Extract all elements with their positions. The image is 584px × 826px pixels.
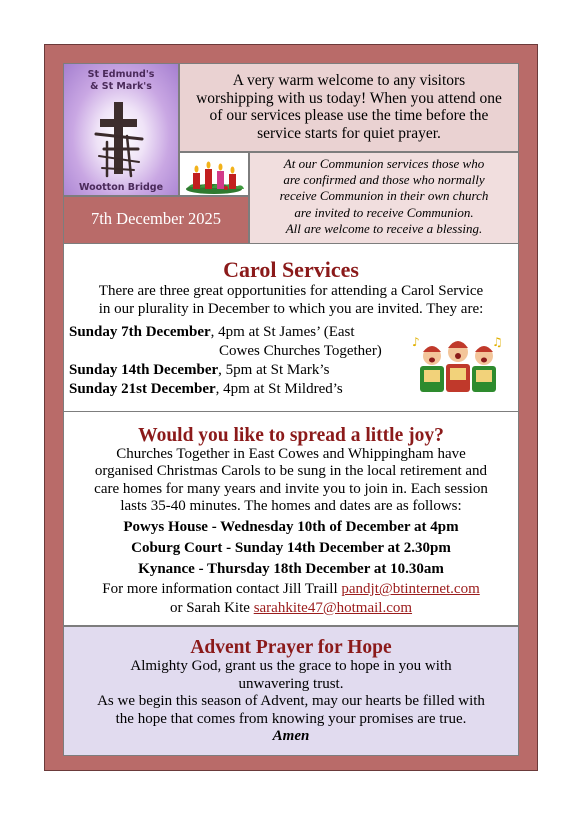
- logo-footer: Wootton Bridge: [78, 182, 164, 193]
- communion-line3: receive Communion in their own church: [279, 188, 489, 204]
- carol-singers-icon: [410, 332, 506, 394]
- carol-item: Sunday 21st December, 4pm at St Mildred’s: [69, 381, 343, 397]
- advent-prayer-section: [63, 626, 519, 756]
- spread-joy-section: [63, 412, 519, 626]
- communion-line5: All are welcome to receive a blessing.: [285, 220, 483, 236]
- welcome-box: [179, 63, 519, 152]
- joy-para-line1: Churches Together in East Cowes and Whippingham have: [116, 446, 466, 462]
- email-link-jill[interactable]: pandjt@btinternet.com: [341, 581, 480, 598]
- email-link-sarah[interactable]: sarahkite47@hotmail.com: [253, 599, 413, 616]
- carol-item-continued: Cowes Churches Together): [219, 343, 382, 359]
- prayer-line3: As we begin this season of Advent, may our hearts be filled with: [97, 693, 485, 709]
- candles-box: [179, 152, 249, 196]
- joy-para-line2: organised Christmas Carols to be sung in the local retirement and: [94, 463, 488, 480]
- svg-text:♫: ♫: [492, 335, 503, 349]
- care-home-visit: Powys House - Wednesday 10th of December at 4pm: [123, 519, 459, 536]
- logo-title-line2: & St Mark's: [90, 81, 152, 92]
- service-date: 7th December 2025: [90, 209, 222, 228]
- spread-joy-title: Would you like to spread a little joy?: [138, 425, 444, 446]
- svg-text:♪: ♪: [412, 335, 420, 349]
- prayer-line4: the hope that comes from knowing your promises are true.: [115, 710, 467, 727]
- communion-line4: are invited to receive Communion.: [294, 204, 474, 220]
- joy-para-line4: lasts 35-40 minutes. The homes and dates are as follows:: [120, 497, 462, 514]
- logo-title-line1: St Edmund's: [87, 69, 155, 80]
- carol-item: Sunday 7th December, 4pm at St James’ (East: [69, 324, 355, 340]
- communion-line1: At our Communion services those who: [283, 156, 485, 171]
- welcome-line3: of our services please use the time before the: [209, 107, 489, 124]
- advent-prayer-title: Advent Prayer for Hope: [190, 637, 392, 658]
- prayer-amen: Amen: [272, 728, 310, 744]
- carol-intro-line1: There are three great opportunities for attending a Carol Service: [98, 283, 484, 299]
- joy-para-line3: care homes for many years and invite you to join in. Each session: [94, 480, 488, 497]
- carol-services-title: Carol Services: [223, 257, 359, 282]
- welcome-line2: worshipping with us today! When you attend one: [196, 89, 502, 107]
- carol-services-section: [63, 244, 519, 412]
- prayer-line1: Almighty God, grant us the grace to hope in you with: [130, 658, 452, 674]
- prayer-line2: unwavering trust.: [238, 675, 344, 692]
- carol-intro-line2: in our plurality in December to which you are invited. They are:: [98, 301, 484, 317]
- welcome-line4: service starts for quiet prayer.: [257, 124, 441, 142]
- contact-line1: For more information contact Jill Traill pandjt@btinternet.com: [102, 581, 480, 598]
- date-box: [63, 196, 249, 244]
- communion-box: [249, 152, 519, 244]
- contact-line2: or Sarah Kite sarahkite47@hotmail.com: [169, 599, 413, 616]
- care-home-visit: Kynance - Thursday 18th December at 10.30am: [138, 561, 444, 578]
- communion-line2: are confirmed and those who normally: [283, 172, 485, 188]
- cross-logo-icon: [64, 64, 179, 196]
- carol-item: Sunday 14th December, 5pm at St Mark’s: [69, 362, 330, 378]
- welcome-line1: A very warm welcome to any visitors: [232, 72, 466, 89]
- care-home-visit: Coburg Court - Sunday 14th December at 2.30pm: [131, 540, 451, 557]
- advent-candles-icon: [180, 153, 248, 195]
- church-logo: [63, 63, 179, 196]
